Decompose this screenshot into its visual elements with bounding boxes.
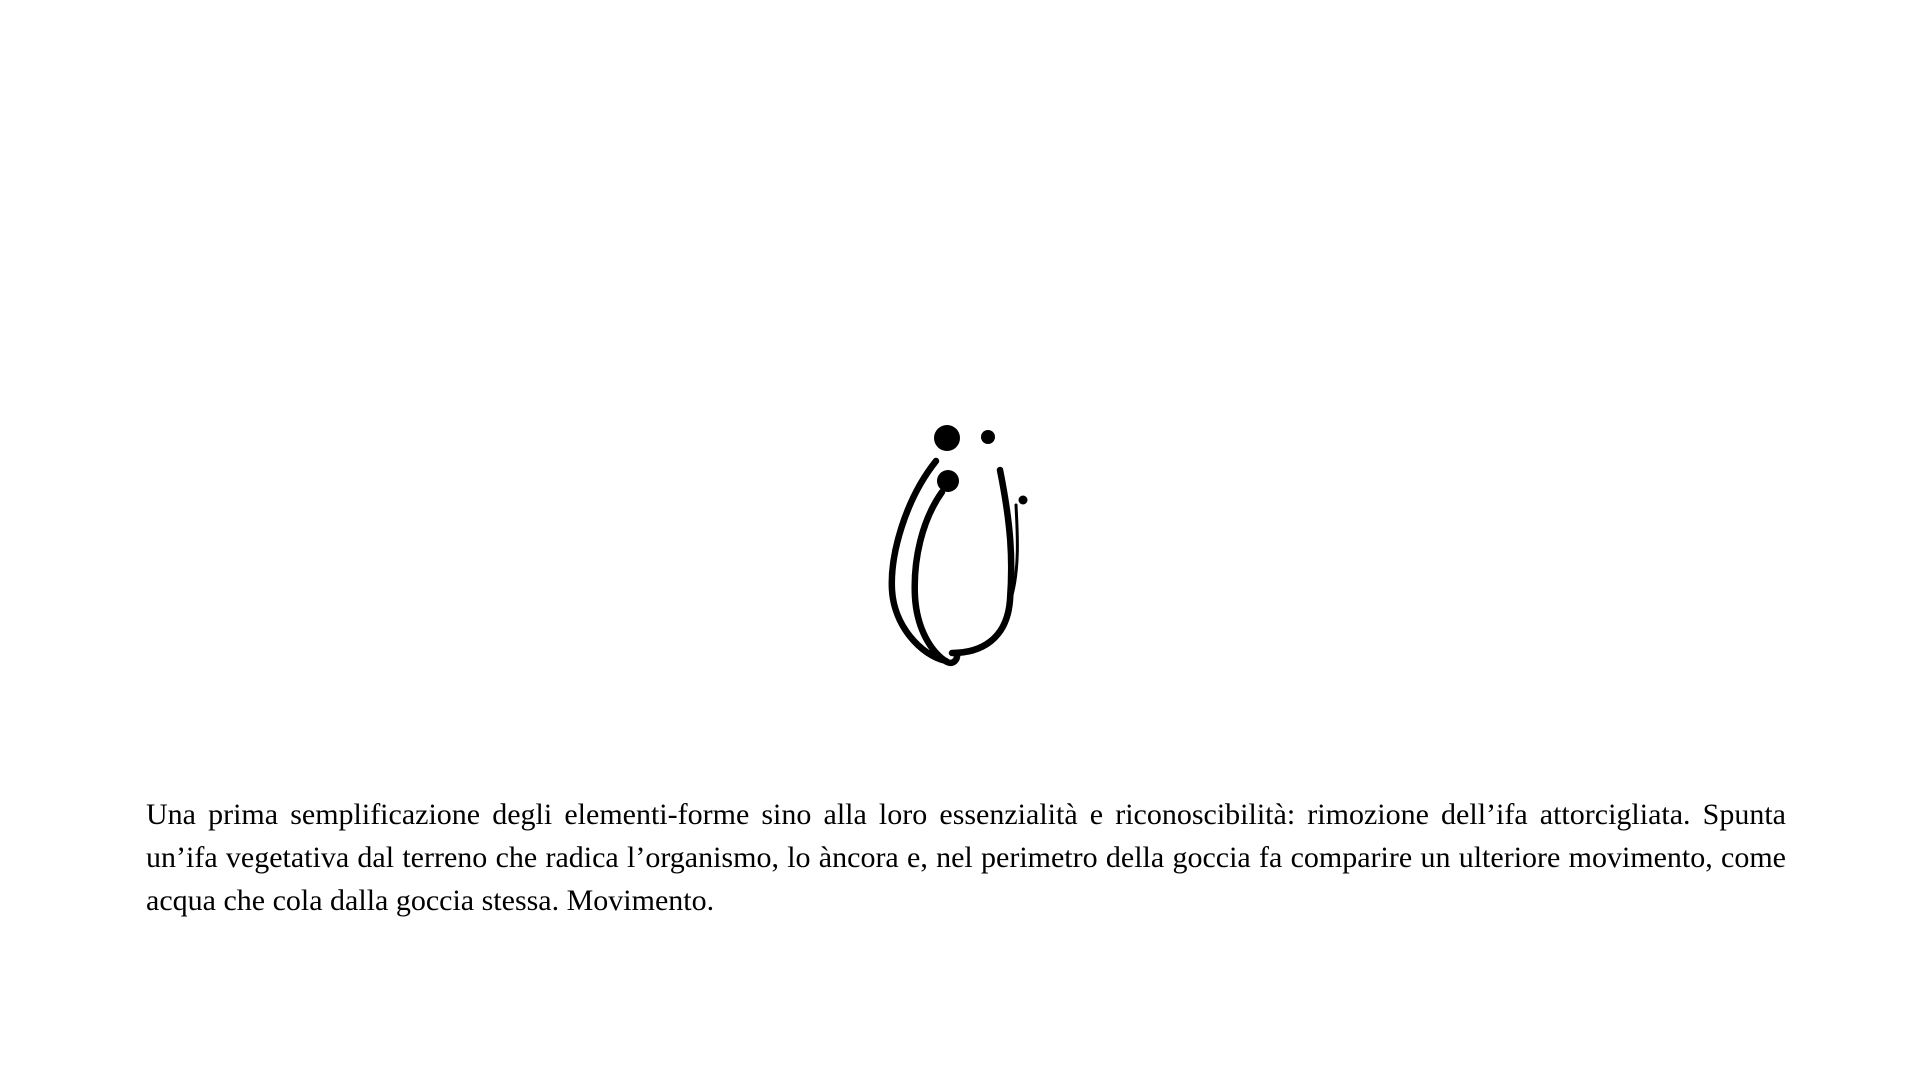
tiny-spore-dot [1019, 496, 1028, 505]
hypha-drop-mark-icon [880, 415, 1050, 675]
figure-caption: Una prima semplificazione degli elementi-forme sino alla loro essenzialità e riconoscibilità: rimozione dell’ifa attorcigliata. Spunta un’ifa vegetativa dal terreno che radica l’organismo, lo àncora e, nel perimetro della goccia fa comparire un ulteriore movimento, come acqua che cola dalla goccia stessa. Movimento. [146, 798, 1786, 917]
small-spore-dot [981, 430, 995, 444]
large-spore-dot [934, 425, 960, 451]
inner-hypha-stroke [915, 492, 957, 663]
middle-spore-dot [937, 470, 959, 492]
right-hypha-stroke [952, 470, 1011, 653]
